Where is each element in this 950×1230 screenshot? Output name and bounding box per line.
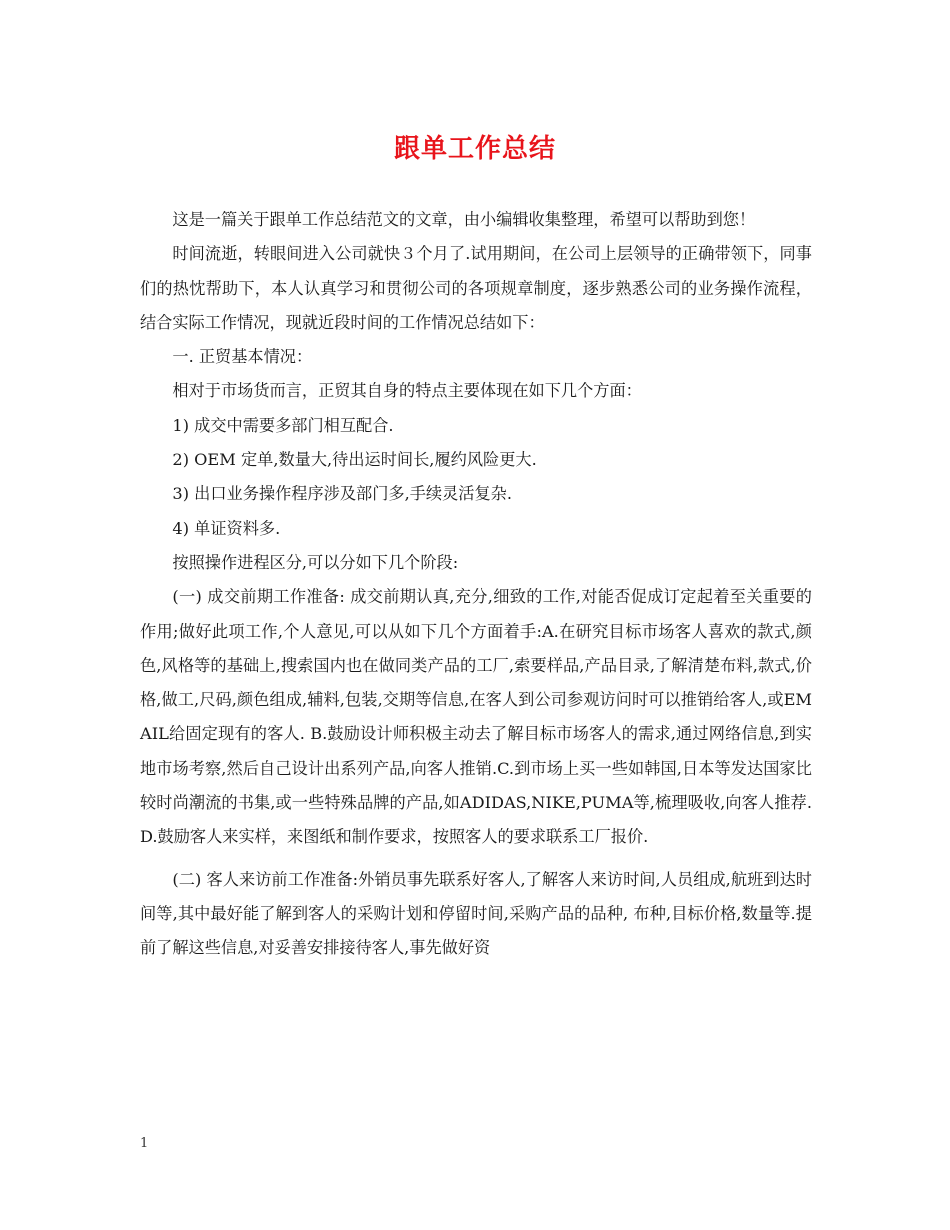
page-number: 1 [140, 1136, 149, 1151]
document-body [140, 203, 812, 966]
paragraph-stage-two: (二) 客人来访前工作准备:外销员事先联系好客人,了解客人来访时间,人员组成,航班到达时间等,其中最好能了解到客人的采购计划和停留时间,采购产品的品种, 布种,目标价格,数量等.提前了解这些信息,对妥善安排接待客人,事先做好资 [140, 869, 812, 958]
list-item: 2) OEM 定单,数量大,待出运时间长,履约风险更大. [172, 450, 537, 470]
document-title: 跟单工作总结 [393, 134, 556, 164]
list-item: 3) 出口业务操作程序涉及部门多,手续灵活复杂. [172, 484, 513, 504]
list-item: 4) 单证资料多. [172, 518, 281, 538]
paragraph-intro: 这是一篇关于跟单工作总结范文的文章，由小编辑收集整理，希望可以帮助到您！ [172, 210, 756, 229]
list-item: 1) 成交中需要多部门相互配合. [172, 415, 394, 435]
paragraph-stages: 按照操作进程区分,可以分如下几个阶段: [172, 552, 459, 572]
paragraph-overview: 时间流逝，转眼间进入公司就快３个月了.试用期间，在公司上层领导的正确带领下，同事们的热忱帮助下，本人认真学习和贯彻公司的各项规章制度，逐步熟悉公司的业务操作流程，结合实际工作情况，现就近段时间的工作情况总结如下： [140, 244, 812, 332]
paragraph-characteristics: 相对于市场货而言，正贸其自身的特点主要体现在如下几个方面： [172, 381, 642, 401]
section-heading: 一. 正贸基本情况： [172, 347, 313, 367]
paragraph-stage-one: (一) 成交前期工作准备: 成交前期认真,充分,细致的工作,对能否促成订定起着至关重要的作用;做好此项工作,个人意见,可以从如下几个方面着手:A.在研究目标市场客人喜欢的款式,颜色,风格等的基础上,搜索国内也在做同类产品的工厂,索要样品,产品目录,了解清楚布料,款式,价格,做工,尺码,颜色组成,辅料,包装,交期等信息,在客人到公司参观访问时可以推销给客人,或EMAIL给固定现有的客人. B.鼓励设计师积极主动去了解目标市场客人的需求,通过网络信息,到实地市场考察,然后自己设计出系列产品,向客人推销.C.到市场上买一些如韩国,日本等发达国家比较时尚潮流的书集,或一些特殊品牌的产品,如ADIDAS,NIKE,PUMA等,梳理吸收,向客人推荐. D.鼓励客人来实样，来图纸和制作要求，按照客人的要求联系工厂报价. [140, 587, 812, 847]
